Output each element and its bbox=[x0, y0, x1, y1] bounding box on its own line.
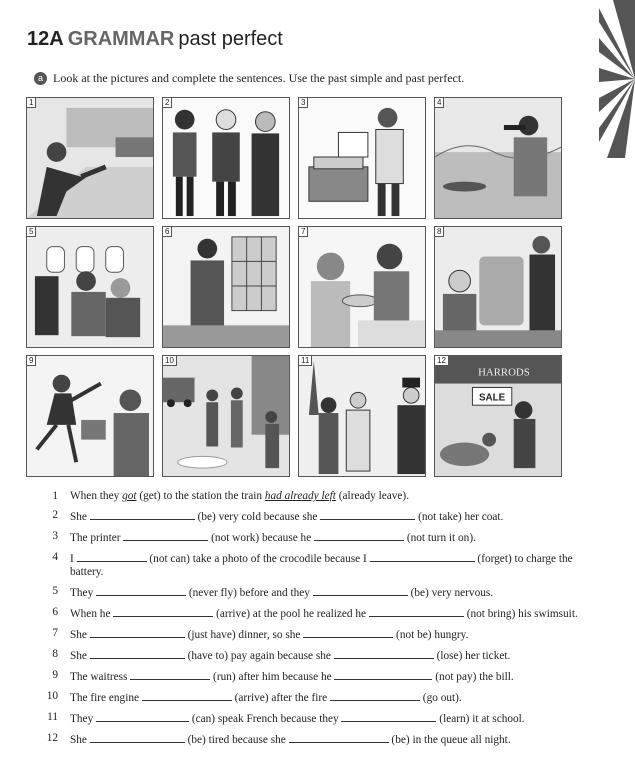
sentence-number: 9 bbox=[52, 669, 58, 681]
answer-blank[interactable] bbox=[130, 669, 210, 680]
sentence-fragment: (lose) her ticket. bbox=[433, 650, 511, 662]
answer-blank[interactable] bbox=[90, 648, 185, 659]
exercise-badge: a bbox=[34, 72, 47, 85]
sale-sign: SALE bbox=[478, 392, 506, 404]
picture-number: 3 bbox=[299, 98, 308, 108]
sentence-row bbox=[34, 669, 594, 684]
sentence-fragment: When they bbox=[70, 490, 123, 502]
sentence-text bbox=[70, 711, 594, 726]
sentence-fragment: The fire engine bbox=[70, 692, 142, 704]
picture-number: 9 bbox=[27, 356, 36, 366]
sentence-text bbox=[70, 690, 594, 705]
sentence-text bbox=[70, 585, 594, 600]
sentence-fragment: (be) in the queue all night. bbox=[388, 734, 511, 746]
sentence-row bbox=[34, 530, 594, 545]
printer-illustration bbox=[299, 98, 425, 218]
sentence-fragment: They bbox=[70, 587, 97, 599]
sentence-text bbox=[70, 551, 594, 579]
sentence-fragment: (be) very cold because she bbox=[194, 511, 321, 523]
sentence-fragment: She bbox=[70, 650, 90, 662]
picture-number: 2 bbox=[163, 98, 172, 108]
picture-5 bbox=[26, 226, 154, 348]
sentence-fragment: (be) very nervous. bbox=[407, 587, 494, 599]
sentence-number: 10 bbox=[46, 690, 58, 702]
sentence-row bbox=[34, 585, 594, 600]
sentence-row bbox=[34, 711, 594, 726]
crocodile-river-illustration bbox=[435, 98, 561, 218]
sentence-fragment: (can) speak French because they bbox=[189, 713, 342, 725]
fire-engine-illustration bbox=[163, 356, 289, 476]
answer-blank[interactable] bbox=[341, 711, 436, 722]
sentence-number: 7 bbox=[52, 627, 58, 639]
sentence-fragment: (arrive) at the pool he realized he bbox=[213, 608, 369, 620]
sentence-fragment: (just have) dinner, so she bbox=[184, 629, 304, 641]
sentence-text bbox=[70, 627, 594, 642]
sentence-fragment: (arrive) after the fire bbox=[231, 692, 330, 704]
sentence-text bbox=[70, 732, 594, 747]
picture-7 bbox=[298, 226, 426, 348]
sentence-number: 3 bbox=[52, 530, 58, 542]
sentence-fragment: (not be) hungry. bbox=[393, 629, 469, 641]
picture-number: 11 bbox=[299, 356, 312, 366]
sunburst-decoration bbox=[599, 0, 635, 158]
picture-2 bbox=[162, 97, 290, 219]
sentence-fragment: I bbox=[70, 553, 77, 565]
shop-name: HARRODS bbox=[478, 366, 530, 379]
sentence-fragment: (learn) it at school. bbox=[436, 713, 525, 725]
example-answer: had already left bbox=[264, 490, 336, 502]
sentence-fragment: (never fly) before and they bbox=[186, 587, 313, 599]
airplane-passengers-illustration bbox=[27, 227, 153, 347]
answer-blank[interactable] bbox=[314, 530, 404, 541]
sentence-row bbox=[34, 690, 594, 705]
instruction-text: Look at the pictures and complete the sentences. Use the past simple and past perfect. bbox=[53, 71, 465, 85]
sentence-fragment: (run) after him because he bbox=[210, 671, 335, 683]
sentence-row bbox=[34, 732, 594, 747]
train-ticket-inspector-illustration bbox=[435, 227, 561, 347]
sentence-text bbox=[70, 490, 594, 503]
picture-3 bbox=[298, 97, 426, 219]
answer-blank[interactable] bbox=[369, 606, 464, 617]
topic-label: past perfect bbox=[178, 28, 283, 50]
sentence-fragment: (not pay) the bill. bbox=[432, 671, 514, 683]
example-answer: got bbox=[122, 490, 137, 502]
picture-6 bbox=[162, 226, 290, 348]
answer-blank[interactable] bbox=[96, 585, 186, 596]
picture-10 bbox=[162, 355, 290, 477]
answer-blank[interactable] bbox=[113, 606, 213, 617]
picture-1 bbox=[26, 97, 154, 219]
page-title bbox=[27, 28, 283, 51]
picture-number: 7 bbox=[299, 227, 308, 237]
sentence-row bbox=[34, 648, 594, 663]
changing-room-illustration bbox=[163, 227, 289, 347]
section-label: GRAMMAR bbox=[67, 28, 175, 50]
sentence-number: 5 bbox=[52, 585, 58, 597]
sentence-fragment: (get) to the station the train bbox=[136, 490, 265, 502]
sentence-fragment: (not can) take a photo of the crocodile because I bbox=[146, 553, 370, 565]
sentence-fragment: She bbox=[70, 734, 90, 746]
answer-blank[interactable] bbox=[90, 509, 195, 520]
answer-blank[interactable] bbox=[370, 551, 475, 562]
sentence-fragment: The printer bbox=[70, 532, 124, 544]
sentence-text bbox=[70, 669, 594, 684]
sentence-text bbox=[70, 648, 594, 663]
sentence-number: 1 bbox=[52, 490, 58, 502]
sentence-fragment: (not work) because he bbox=[208, 532, 315, 544]
picture-number: 1 bbox=[27, 98, 36, 108]
picture-number: 6 bbox=[163, 227, 172, 237]
picture-number: 12 bbox=[435, 356, 449, 366]
sentence-fragment: (forget) to charge the battery. bbox=[70, 553, 573, 578]
sentence-number: 6 bbox=[52, 606, 58, 618]
picture-number: 4 bbox=[435, 98, 444, 108]
sentence-fragment: (not bring) his swimsuit. bbox=[463, 608, 578, 620]
sentence-row bbox=[34, 606, 594, 621]
sentence-number: 8 bbox=[52, 648, 58, 660]
sentence-row bbox=[34, 509, 594, 524]
answer-blank[interactable] bbox=[320, 509, 415, 520]
answer-blank[interactable] bbox=[77, 551, 147, 562]
paris-police-illustration bbox=[299, 356, 425, 476]
answer-blank[interactable] bbox=[334, 669, 432, 680]
answer-blank[interactable] bbox=[96, 711, 189, 722]
sentence-fragment: (not take) her coat. bbox=[415, 511, 504, 523]
sentence-row bbox=[34, 551, 594, 579]
unit-number: 12A bbox=[27, 28, 64, 50]
answer-blank[interactable] bbox=[303, 627, 393, 638]
sentence-fragment: (already leave). bbox=[335, 490, 410, 502]
answer-blank[interactable] bbox=[334, 648, 434, 659]
waitress-running-illustration bbox=[27, 356, 153, 476]
sentence-fragment: (have to) pay again because she bbox=[184, 650, 334, 662]
sentence-fragment: She bbox=[70, 629, 90, 641]
picture-12 bbox=[434, 355, 562, 477]
sentence-fragment: The waitress bbox=[70, 671, 131, 683]
answer-blank[interactable] bbox=[90, 732, 185, 743]
picture-number: 5 bbox=[27, 227, 36, 237]
sentence-fragment: She bbox=[70, 511, 90, 523]
picture-4 bbox=[434, 97, 562, 219]
answer-blank[interactable] bbox=[313, 585, 408, 596]
sentence-text bbox=[70, 530, 594, 545]
sentence-fragment: They bbox=[70, 713, 97, 725]
sentence-number: 11 bbox=[47, 711, 58, 723]
picture-9 bbox=[26, 355, 154, 477]
picture-8 bbox=[434, 226, 562, 348]
sentence-number: 4 bbox=[52, 551, 58, 563]
sentence-row bbox=[34, 627, 594, 642]
answer-blank[interactable] bbox=[123, 530, 208, 541]
picture-number: 8 bbox=[435, 227, 444, 237]
dinner-offer-illustration bbox=[299, 227, 425, 347]
sentence-number: 2 bbox=[52, 509, 58, 521]
picture-11 bbox=[298, 355, 426, 477]
sentence-fragment: (go out). bbox=[419, 692, 462, 704]
answer-blank[interactable] bbox=[330, 690, 420, 701]
sentence-fragment: (be) tired because she bbox=[184, 734, 289, 746]
shop-queue-illustration bbox=[435, 356, 561, 476]
sentence-fragment: (not turn it on). bbox=[404, 532, 476, 544]
answer-blank[interactable] bbox=[142, 690, 232, 701]
three-people-cold-illustration bbox=[163, 98, 289, 218]
station-illustration bbox=[27, 98, 153, 218]
sentence-row bbox=[34, 490, 594, 503]
sentence-text bbox=[70, 606, 594, 621]
exercise-instruction bbox=[34, 71, 464, 86]
answer-blank[interactable] bbox=[90, 627, 185, 638]
answer-blank[interactable] bbox=[289, 732, 389, 743]
sentence-number: 12 bbox=[46, 732, 58, 744]
sentence-fragment: When he bbox=[70, 608, 114, 620]
sentence-text bbox=[70, 509, 594, 524]
sentence-list bbox=[34, 490, 594, 753]
picture-number: 10 bbox=[163, 356, 177, 366]
